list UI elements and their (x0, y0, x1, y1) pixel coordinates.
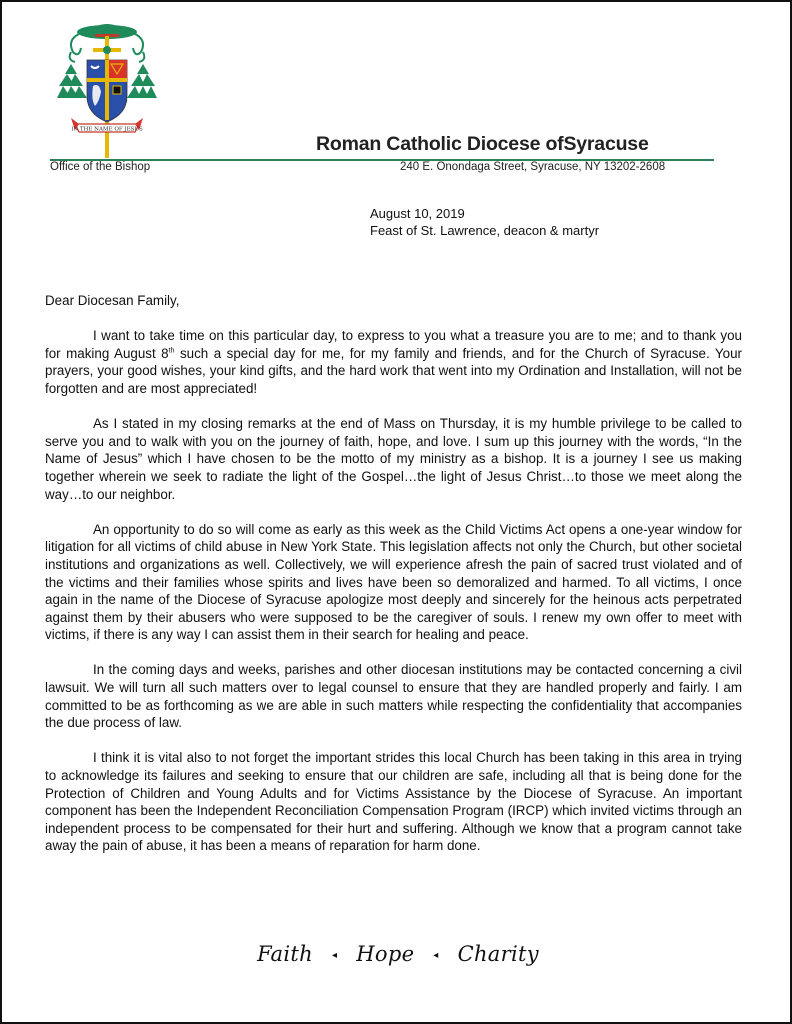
salutation: Dear Diocesan Family, (45, 293, 180, 308)
organization-name: Roman Catholic Diocese ofSyracuse (316, 133, 649, 155)
letter-date: August 10, 2019 (370, 206, 465, 221)
footer-motto (2, 942, 792, 966)
letter-body (45, 292, 742, 873)
date-block (370, 205, 599, 239)
paragraph-1-text-b: such a special day for me, for my family and friends, and for the Church of Syracuse. Your prayers, your good wishes, your kind gifts, and the hard work that went into my Ordination and Installation, will not be forgotten and are most appreciated! (45, 345, 742, 396)
motto-faith: Faith (257, 942, 313, 966)
address: 240 E. Onondaga Street, Syracuse, NY 13202-2608 (400, 161, 666, 173)
paragraph-4: In the coming days and weeks, parishes and other diocesan institutions may be contacted concerning a civil lawsuit. We will turn all such matters over to legal counsel to ensure that they are handled properly and fairly. I am committed to be as forthcoming as we are able in such matters while respecting the confidentiality that accompanies the due process of law. (45, 662, 742, 731)
motto-hope: Hope (356, 942, 415, 966)
crest-motto: IN THE NAME OF JESUS (71, 126, 143, 133)
office-label: Office of the Bishop (50, 161, 151, 173)
ordinal-suffix: th (168, 347, 175, 355)
paragraph-1-text-a: I want to take time on this particular day, to express to you what a treasure you are to me; and to thank you for making August 8 (45, 328, 742, 361)
feast-day: Feast of St. Lawrence, deacon & martyr (370, 223, 600, 238)
motto-charity: Charity (457, 942, 539, 966)
paragraph-2: As I stated in my closing remarks at the end of Mass on Thursday, it is my humble privilege to be called to serve you and to walk with you on the journey of faith, hope, and love. I sum up this journey with the words, “In the Name of Jesus” which I have chosen to be the motto of my ministry as a bishop. It is a journey I see us making together wherein we seek to radiate the light of the Gospel…the light of Jesus Christ…to those we meet along the way…to our neighbor. (45, 416, 742, 502)
paragraph-3: An opportunity to do so will come as early as this week as the Child Victims Act opens a one-year window for litigation for all victims of child abuse in New York State. This legislation affects not only the Church, but other societal institutions and organizations as well. Collectively, we will experience afresh the pain of sacred trust violated and of the victims and their families whose spirits and lives have been so demoralized and harmed. To all victims, I once again in the name of the Diocese of Syracuse apologize most deeply and sincerely for the heinous acts perpetrated against them by their abusers who were supposed to be the caregiver of souls. I renew my own offer to meet with victims, if there is any way I can assist them in their search for healing and peace. (45, 521, 742, 643)
separator-icon: ◂ (433, 950, 439, 961)
coat-of-arms-icon (57, 18, 157, 158)
paragraph-1 (45, 327, 742, 397)
paragraph-5: I think it is vital also to not forget the important strides this local Church has been taking in this area in trying to acknowledge its failures and seeking to ensure that our children are safe, including all that is being done for the Protection of Children and Young Adults and for Victims Assistance by the Diocese of Syracuse. An important component has been the Independent Reconciliation Compensation Program (IRCP) which invited victims through an independent process to be compensated for their hurt and suffering. Although we know that a program cannot take away the pain of abuse, it has been a means of reparation for harm done. (45, 750, 742, 854)
separator-icon: ◂ (331, 950, 338, 961)
